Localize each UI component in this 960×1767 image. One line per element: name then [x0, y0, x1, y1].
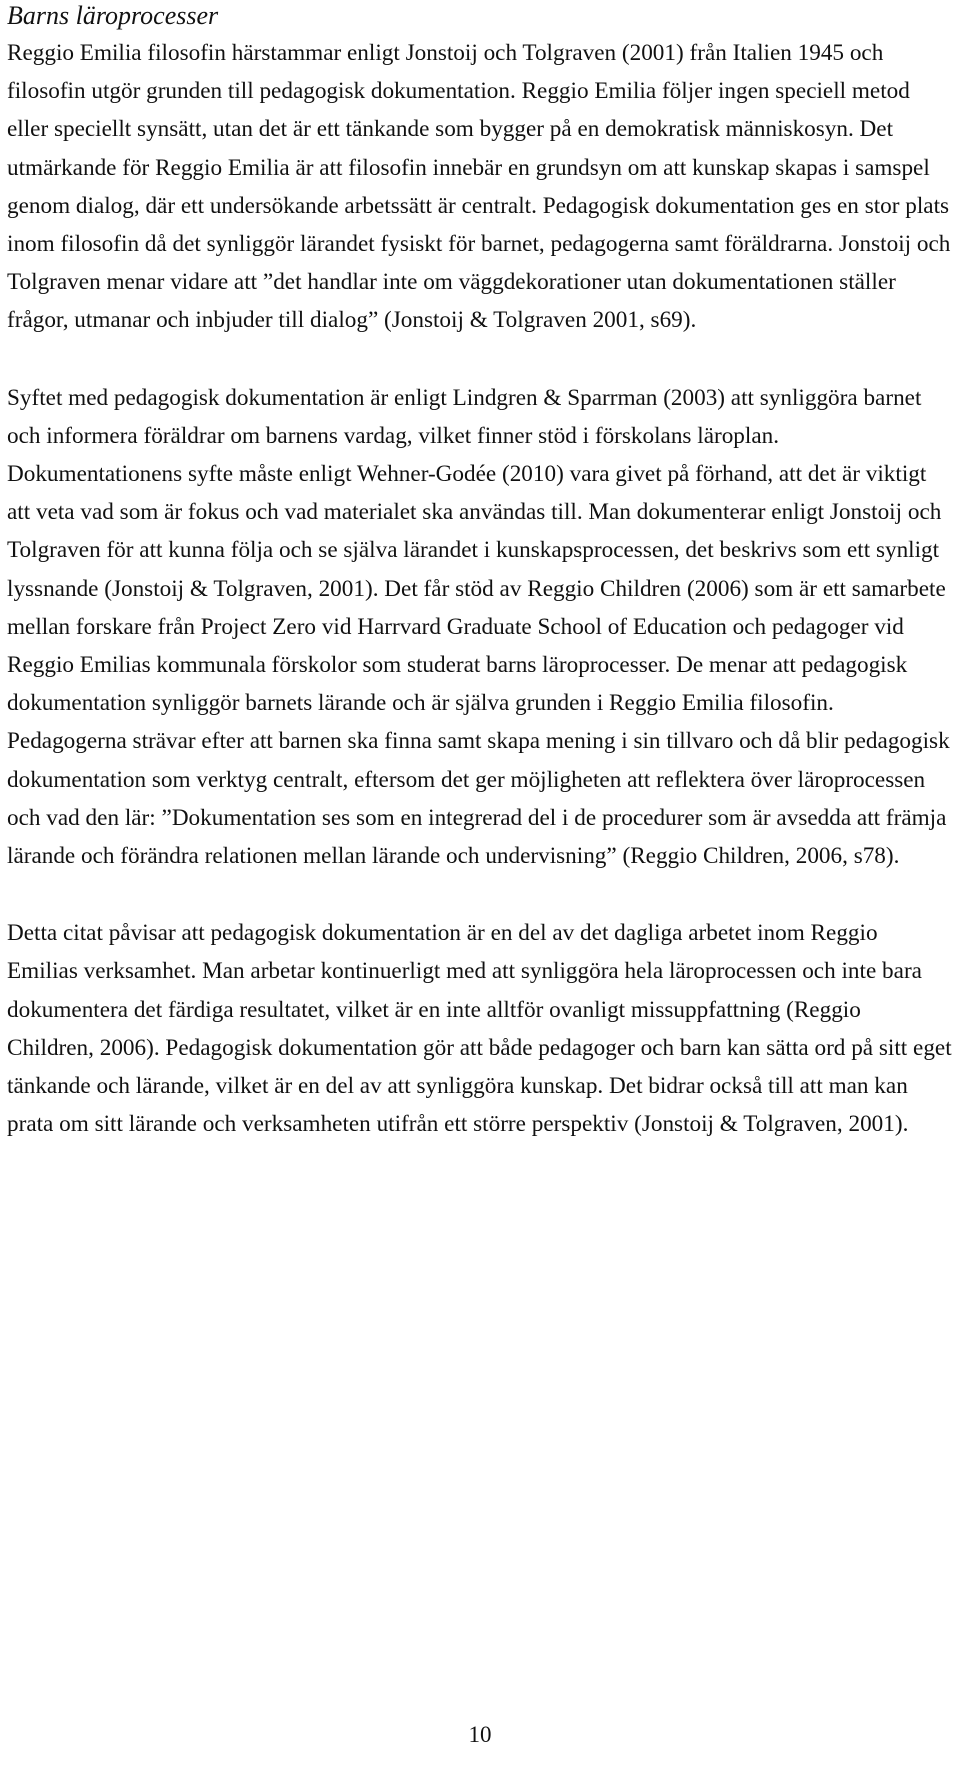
- paragraph-1: Reggio Emilia filosofin härstammar enligt Jonstoij och Tolgraven (2001) från Italien 1945 och filosofin utgör grunden till pedagogisk dokumentation. Reggio Emilia följer ingen speciell metod eller speciellt synsätt, utan det är ett tänkande som bygger på en demokratisk människosyn. Det utmärkande för Reggio Emilia är att filosofin innebär en grundsyn om att kunskap skapas i samspel genom dialog, där ett undersökande arbetssätt är centralt. Pedagogisk dokumentation ges en stor plats inom filosofin då det synliggör lärandet fysiskt för barnet, pedagogerna samt föräldrarna. Jonstoij och Tolgraven menar vidare att ”det handlar inte om väggdekorationer utan dokumentationen ställer frågor, utmanar och inbjuder till dialog” (Jonstoij & Tolgraven 2001, s69).: [7, 40, 951, 334]
- section-heading: Barns läroprocesser: [7, 1, 219, 30]
- document-page: [7, 0, 953, 1143]
- page-number: 10: [468, 1722, 492, 1747]
- paragraph-2: Syftet med pedagogisk dokumentation är enligt Lindgren & Sparrman (2003) att synliggöra barnet och informera föräldrar om barnens vardag, vilket finner stöd i förskolans läroplan. Dokumentationens syfte måste enligt Wehner-Godée (2010) vara givet på förhand, att det är viktigt att veta vad som är fokus och vad materialet ska användas till. Man dokumenterar enligt Jonstoij och Tolgraven för att kunna följa och se själva lärandet i kunskapsprocessen, det beskrivs som ett synligt lyssnande (Jonstoij & Tolgraven, 2001). Det får stöd av Reggio Children (2006) som är ett samarbete mellan forskare från Project Zero vid Harrvard Graduate School of Education och pedagoger vid Reggio Emilias kommunala förskolor som studerat barns läroprocesser. De menar att pedagogisk dokumentation synliggör barnets lärande och är själva grunden i Reggio Emilia filosofin. Pedagogerna strävar efter att barnen ska finna samt skapa mening i sin tillvaro och då blir pedagogisk dokumentation som verktyg centralt, eftersom det ger möjligheten att reflektera över läroprocessen och vad den lär: ”Dokumentation ses som en integrerad del i de procedurer som är avsedda att främja lärande och förändra relationen mellan lärande och undervisning” (Reggio Children, 2006, s78).: [7, 384, 950, 870]
- paragraph-3: Detta citat påvisar att pedagogisk dokumentation är en del av det dagliga arbetet inom Reggio Emilias verksamhet. Man arbetar kontinuerligt med att synliggöra hela läroprocessen och inte bara dokumentera det färdiga resultatet, vilket är en inte alltför ovanligt missuppfattning (Reggio Children, 2006). Pedagogisk dokumentation gör att både pedagoger och barn kan sätta ord på sitt eget tänkande och lärande, vilket är en del av att synliggöra kunskap. Det bidrar också till att man kan prata om sitt lärande och verksamheten utifrån ett större perspektiv (Jonstoij & Tolgraven, 2001).: [7, 920, 952, 1138]
